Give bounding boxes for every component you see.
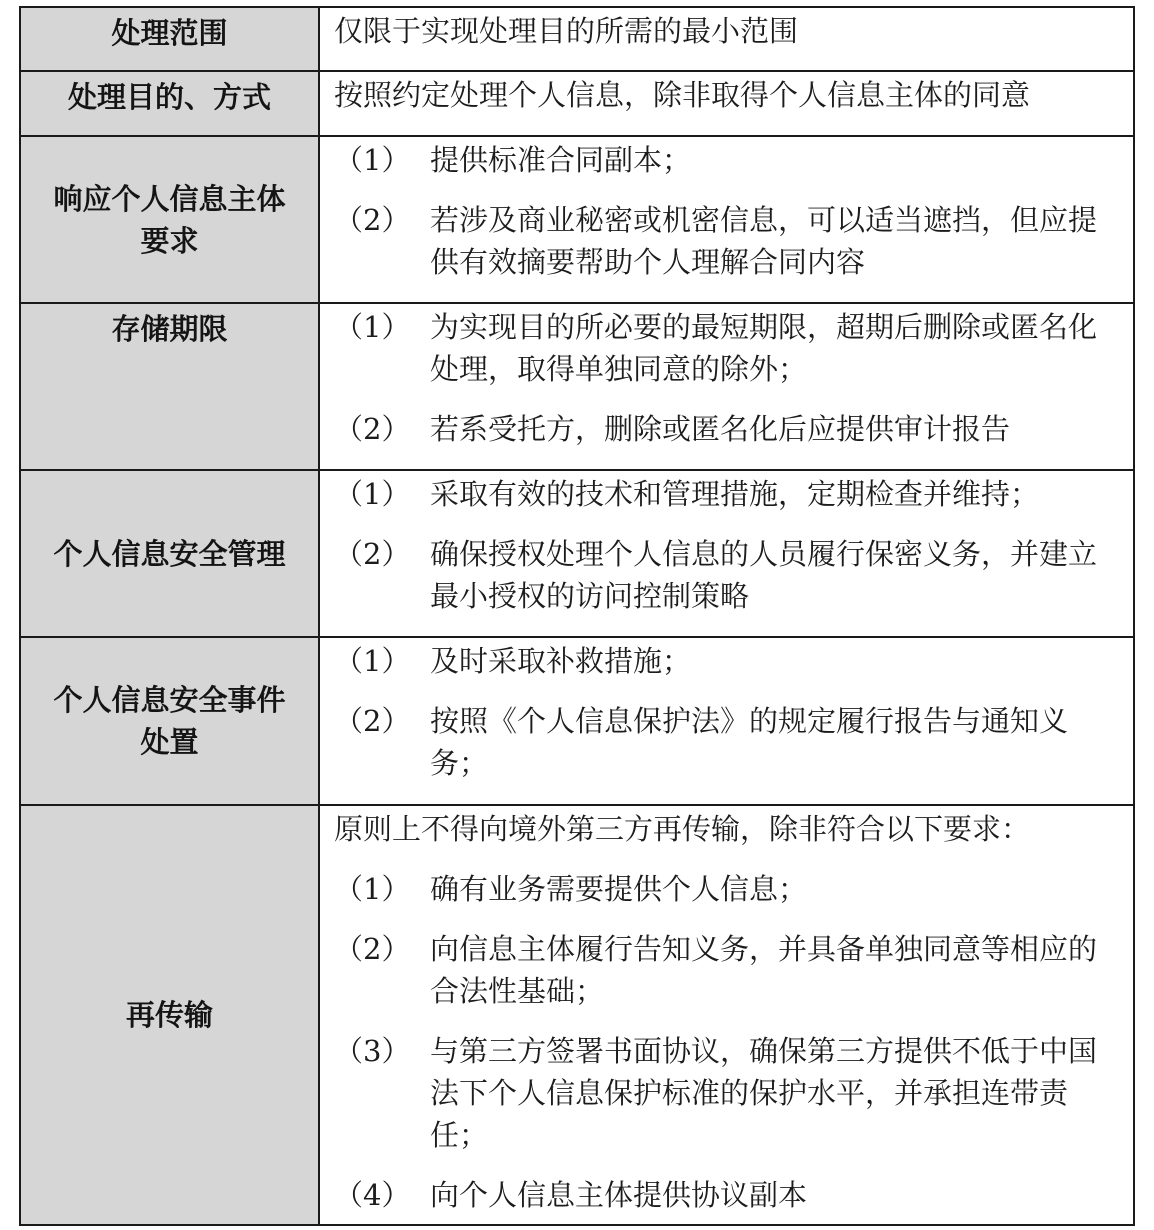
row-label-line: 处置 <box>140 725 199 759</box>
row-label-line: 响应个人信息主体 <box>53 181 286 216</box>
row-label <box>20 805 319 1225</box>
row-content <box>319 805 1134 1225</box>
item-text: 确有业务需要提供个人信息； <box>430 872 808 906</box>
item-text: 提供标准合同副本； <box>430 143 692 177</box>
table-row-incident-handling <box>20 637 1134 805</box>
row-label <box>20 136 319 303</box>
row-content <box>319 7 1134 71</box>
row-label <box>20 303 319 470</box>
item-text: 及时采取补救措施； <box>430 644 692 678</box>
row-label-line: 个人信息安全事件 <box>53 683 286 717</box>
list-item <box>334 139 1119 181</box>
item-number: （2） <box>334 203 411 237</box>
list-item <box>334 1174 1119 1216</box>
legal-requirements-table <box>19 6 1135 1226</box>
row-intro-text: 原则上不得向境外第三方再传输，除非符合以下要求： <box>334 812 1031 846</box>
row-label <box>20 7 319 71</box>
table-row-scope <box>20 7 1134 71</box>
row-label-text: 个人信息安全管理 <box>53 536 286 571</box>
item-number: （1） <box>334 143 411 177</box>
row-content <box>319 136 1134 303</box>
row-label-text: 存储期限 <box>111 312 228 346</box>
row-label-text: 处理目的、方式 <box>67 80 271 114</box>
table-row-storage-period <box>20 303 1134 470</box>
list-item <box>334 868 1119 910</box>
table-row-subject-requests <box>20 136 1134 303</box>
item-number: （1） <box>334 644 411 678</box>
item-number: （4） <box>334 1178 411 1212</box>
list-item <box>334 533 1119 617</box>
item-text: 向信息主体履行告知义务，并具备单独同意等相应的合法性基础； <box>430 932 1098 1008</box>
row-content <box>319 71 1134 136</box>
row-label <box>20 470 319 637</box>
list-item <box>334 408 1119 450</box>
item-text: 与第三方签署书面协议，确保第三方提供不低于中国法下个人信息保护标准的保护水平，并承担连带责任； <box>430 1034 1098 1152</box>
item-text: 采取有效的技术和管理措施，定期检查并维持； <box>430 477 1040 511</box>
row-label-line: 要求 <box>140 223 199 258</box>
item-number: （3） <box>334 1034 411 1068</box>
item-number: （2） <box>334 704 411 738</box>
item-number: （1） <box>334 477 411 511</box>
row-label-text: 处理范围 <box>111 16 228 50</box>
row-content <box>319 470 1134 637</box>
list-item <box>334 199 1119 283</box>
item-text: 若系受托方，删除或匿名化后应提供审计报告 <box>430 412 1011 446</box>
row-content-text: 按照约定处理个人信息，除非取得个人信息主体的同意 <box>334 78 1031 112</box>
list-item <box>334 473 1119 515</box>
row-content-text: 仅限于实现处理目的所需的最小范围 <box>334 14 799 48</box>
list-item <box>334 306 1119 390</box>
row-content <box>319 637 1134 805</box>
item-number: （2） <box>334 537 411 571</box>
list-item <box>334 928 1119 1012</box>
list-item <box>334 640 1119 682</box>
item-text: 若涉及商业秘密或机密信息，可以适当遮挡，但应提供有效摘要帮助个人理解合同内容 <box>430 203 1098 279</box>
row-label <box>20 71 319 136</box>
item-text: 确保授权处理个人信息的人员履行保密义务，并建立最小授权的访问控制策略 <box>430 537 1098 613</box>
table-row-purpose-method <box>20 71 1134 136</box>
item-number: （2） <box>334 932 411 966</box>
item-text: 为实现目的所必要的最短期限，超期后删除或匿名化处理，取得单独同意的除外； <box>430 310 1098 386</box>
list-item <box>334 1030 1119 1156</box>
item-number: （1） <box>334 872 411 906</box>
item-text: 按照《个人信息保护法》的规定履行报告与通知义务； <box>430 704 1069 780</box>
table-row-onward-transfer <box>20 805 1134 1225</box>
item-number: （2） <box>334 412 411 446</box>
row-label <box>20 637 319 805</box>
table-row-security-management <box>20 470 1134 637</box>
item-text: 向个人信息主体提供协议副本 <box>430 1178 808 1212</box>
row-content <box>319 303 1134 470</box>
row-label-text: 再传输 <box>125 998 213 1032</box>
list-item <box>334 700 1119 784</box>
item-number: （1） <box>334 310 411 344</box>
